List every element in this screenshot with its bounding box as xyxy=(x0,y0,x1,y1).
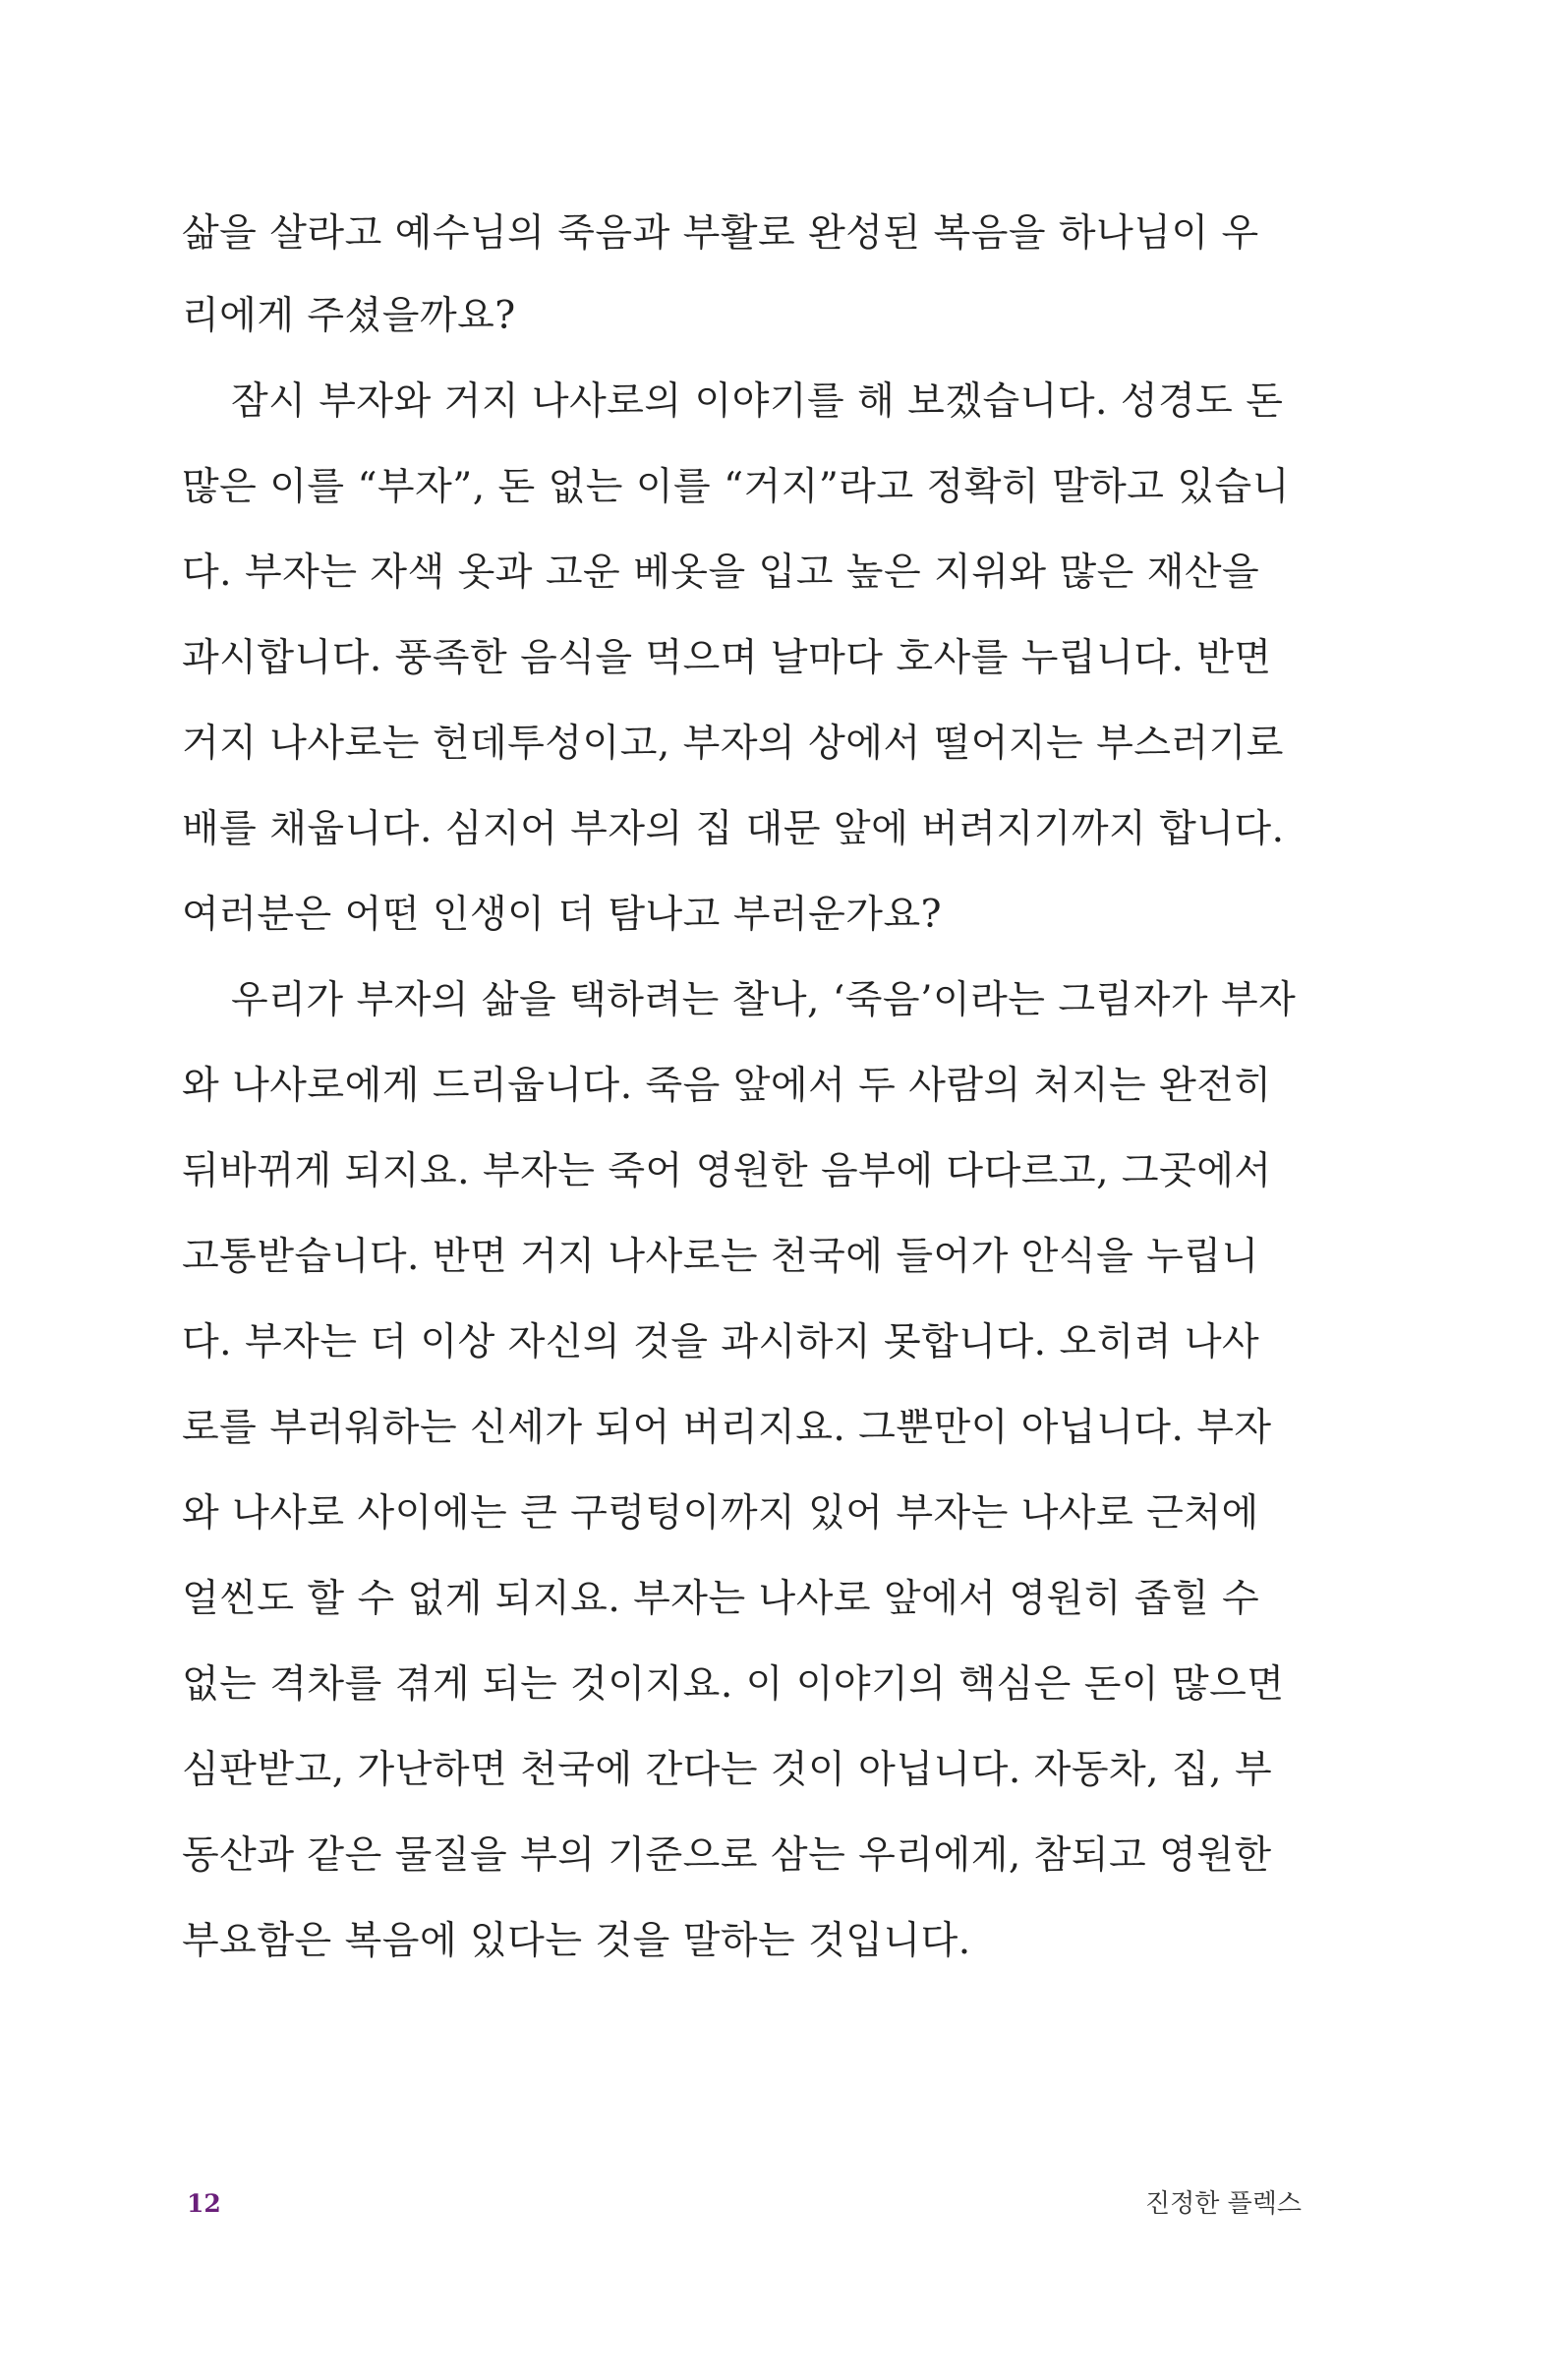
paragraph-start-line: 잠시 부자와 거지 나사로의 이야기를 해 보겠습니다. 성경도 돈 xyxy=(231,379,1284,424)
text-line: 와 나사로 사이에는 큰 구렁텅이까지 있어 부자는 나사로 근처에 xyxy=(182,1491,1259,1536)
page-number: 12 xyxy=(187,2189,221,2218)
text-line: 로를 부러워하는 신세가 되어 버리지요. 그뿐만이 아닙니다. 부자 xyxy=(182,1406,1272,1450)
text-line: 고통받습니다. 반면 거지 나사로는 천국에 들어가 안식을 누립니 xyxy=(182,1235,1259,1279)
text-line: 심판받고, 가난하면 천국에 간다는 것이 아닙니다. 자동차, 집, 부 xyxy=(182,1748,1273,1792)
text-line: 뒤바뀌게 되지요. 부자는 죽어 영원한 음부에 다다르고, 그곳에서 xyxy=(182,1149,1272,1193)
text-line: 많은 이를 “부자”, 돈 없는 이를 “거지”라고 정확히 말하고 있습니 xyxy=(182,465,1290,509)
text-line: 거지 나사로는 헌데투성이고, 부자의 상에서 떨어지는 부스러기로 xyxy=(182,722,1284,766)
text-line: 부요함은 복음에 있다는 것을 말하는 것입니다. xyxy=(182,1919,971,1963)
text-line: 배를 채웁니다. 심지어 부자의 집 대문 앞에 버려지기까지 합니다. xyxy=(182,807,1285,851)
text-line: 없는 격차를 겪게 되는 것이지요. 이 이야기의 핵심은 돈이 많으면 xyxy=(182,1662,1285,1707)
body-text xyxy=(182,195,1312,1984)
text-line: 과시합니다. 풍족한 음식을 먹으며 날마다 호사를 누립니다. 반면 xyxy=(182,636,1272,680)
text-line: 와 나사로에게 드리웁니다. 죽음 앞에서 두 사람의 처지는 완전히 xyxy=(182,1064,1272,1108)
paragraph-start-line: 우리가 부자의 삶을 택하려는 찰나, ‘죽음’이라는 그림자가 부자 xyxy=(231,978,1297,1022)
page-footer xyxy=(0,2184,1567,2224)
text-line: 다. 부자는 더 이상 자신의 것을 과시하지 못합니다. 오히려 나사 xyxy=(182,1320,1260,1364)
text-line: 동산과 같은 물질을 부의 기준으로 삼는 우리에게, 참되고 영원한 xyxy=(182,1833,1272,1878)
running-title: 진정한 플렉스 xyxy=(1145,2189,1302,2219)
text-line: 다. 부자는 자색 옷과 고운 베옷을 입고 높은 지위와 많은 재산을 xyxy=(182,551,1260,595)
text-line: 얼씬도 할 수 없게 되지요. 부자는 나사로 앞에서 영원히 좁힐 수 xyxy=(182,1577,1260,1621)
text-line: 여러분은 어떤 인생이 더 탐나고 부러운가요? xyxy=(182,893,943,937)
text-line: 삶을 살라고 예수님의 죽음과 부활로 완성된 복음을 하나님이 우 xyxy=(182,211,1259,256)
text-line: 리에게 주셨을까요? xyxy=(182,294,516,338)
